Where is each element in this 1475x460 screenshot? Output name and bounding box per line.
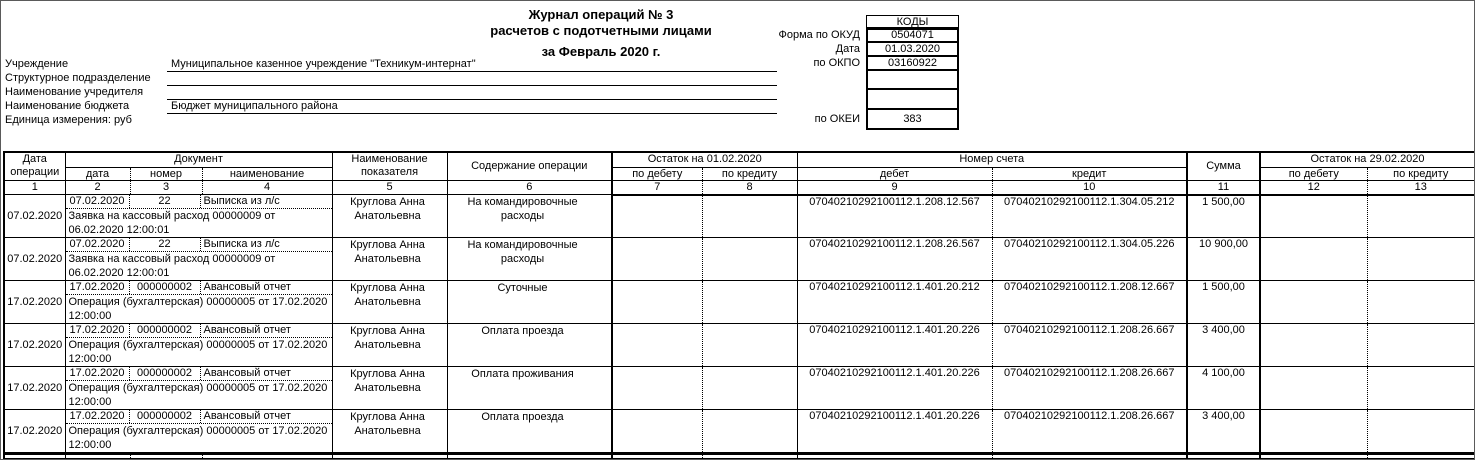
requisite-value: Бюджет муниципального района [167,100,777,114]
col-number: 12 [1260,180,1367,195]
op-date-cell: 17.02.2020 [4,410,65,454]
col-number: 6 [447,180,612,195]
requisite-label: Учреждение [5,58,69,70]
col-number: 1 [4,180,65,195]
debit-account-cell: 07040210292100112.1.401.20.212 [797,281,992,324]
document-cell [65,410,332,454]
document-number: 22 [130,238,201,251]
document-title [1,7,1201,39]
document-detail: Операция (бухгалтерская) 00000005 от 17.02.2020 12:00:00 [68,382,328,408]
document-date: 17.02.2020 [66,367,130,380]
operation-cell [447,238,612,281]
header-doc-date: дата [65,167,130,180]
document-date: 07.02.2020 [66,195,130,208]
balance-start-debit-cell [612,195,702,238]
header-start-by-credit: по кредиту [702,167,797,180]
cutoff-row [4,454,1475,459]
code-label: по ОКПО [813,57,860,69]
header-debit: дебет [797,167,992,180]
journal-row [4,238,1475,281]
credit-account-cell: 07040210292100112.1.208.26.667 [992,410,1187,454]
balance-start-credit-cell [702,195,797,238]
document-detail: Операция (бухгалтерская) 00000005 от 17.02.2020 12:00:00 [68,339,328,365]
operation-text: Оплата проезда [481,325,564,337]
col-number: 13 [1367,180,1475,195]
requisite-label: Единица измерения: руб [5,114,132,126]
header-end-by-debit: по дебету [1260,167,1367,180]
balance-end-credit-cell [1367,238,1475,281]
header-end-by-credit: по кредиту [1367,167,1475,180]
codes-rows [771,28,959,129]
header-doc-name: наименование [202,167,332,180]
col-number: 3 [130,180,202,195]
col-number: 2 [65,180,130,195]
code-value [866,70,959,89]
indicator-cell [332,195,447,238]
document-number: 22 [130,195,201,208]
operation-text: На командировочные расходы [467,196,578,222]
balance-end-credit-cell [1367,281,1475,324]
document-date: 17.02.2020 [66,281,130,294]
column-numbers-row [4,180,1475,195]
col-number: 5 [332,180,447,195]
operation-cell [447,367,612,410]
credit-account-cell: 07040210292100112.1.208.26.667 [992,324,1187,367]
requisite-label: Наименование учредителя [5,86,144,98]
document-summary [66,367,332,381]
operation-text: Суточные [497,282,548,294]
header-indicator: Наименование показателя [332,152,447,180]
document-name: Выписка из л/с [203,195,280,207]
sum-cell: 10 900,00 [1187,238,1260,281]
credit-account-cell: 07040210292100112.1.304.05.226 [992,238,1187,281]
code-row [771,70,959,89]
balance-start-credit-cell [702,367,797,410]
balance-end-credit-cell [1367,324,1475,367]
code-value: 01.03.2020 [866,42,959,56]
document-summary [66,410,332,424]
balance-start-debit-cell [612,367,702,410]
balance-start-credit-cell [702,324,797,367]
requisite-value [167,86,777,100]
code-value [866,89,959,109]
operation-cell [447,195,612,238]
col-number: 8 [702,180,797,195]
requisite-value [167,114,777,128]
document-date: 07.02.2020 [66,238,130,251]
document-cell [65,281,332,324]
code-label: Дата [835,43,860,55]
code-value: 0504071 [866,28,959,42]
codes-box-title: КОДЫ [866,15,959,28]
balance-end-debit-cell [1260,324,1367,367]
code-label: по ОКЕИ [814,113,860,125]
header-account-group: Номер счета [797,152,1187,167]
header-sum: Сумма [1187,152,1260,180]
balance-start-debit-cell [612,281,702,324]
code-label: Форма по ОКУД [778,29,860,41]
document-number: 000000002 [130,367,201,380]
code-row [771,56,959,70]
document-summary [66,238,332,252]
balance-end-debit-cell [1260,238,1367,281]
debit-account-cell: 07040210292100112.1.208.12.567 [797,195,992,238]
op-date-cell: 17.02.2020 [4,367,65,410]
debit-account-cell: 07040210292100112.1.401.20.226 [797,367,992,410]
col-number: 4 [202,180,332,195]
balance-start-credit-cell [702,410,797,454]
document-date: 17.02.2020 [66,324,130,337]
indicator-text: Круглова Анна Анатольевна [350,368,425,394]
document-number: 000000002 [130,324,201,337]
balance-start-debit-cell [612,410,702,454]
document-summary [66,324,332,338]
op-date-cell: 07.02.2020 [4,238,65,281]
operation-text: Оплата проезда [481,411,564,423]
group-header-row [4,152,1475,167]
document-cell [65,367,332,410]
balance-end-credit-cell [1367,410,1475,454]
balance-end-debit-cell [1260,410,1367,454]
requisite-label: Наименование бюджета [5,100,130,112]
balance-end-debit-cell [1260,367,1367,410]
period-line: за Февраль 2020 г. [541,44,661,59]
operation-cell [447,281,612,324]
code-row [771,109,959,129]
document-name: Выписка из л/с [203,238,280,250]
requisites-fields [3,58,777,128]
document-name: Авансовый отчет [203,281,291,293]
code-value: 03160922 [866,56,959,70]
journal-row [4,410,1475,454]
indicator-text: Круглова Анна Анатольевна [350,282,425,308]
code-row [771,42,959,56]
document-date: 17.02.2020 [66,410,130,423]
balance-start-credit-cell [702,238,797,281]
indicator-cell [332,324,447,367]
document-name: Авансовый отчет [203,324,291,336]
requisite-row [3,58,777,72]
balance-start-debit-cell [612,324,702,367]
balance-end-debit-cell [1260,195,1367,238]
document-header [1,1,1474,151]
document-name: Авансовый отчет [203,410,291,422]
header-document-group: Документ [65,152,332,167]
indicator-text: Круглова Анна Анатольевна [350,411,425,437]
col-number: 10 [992,180,1187,195]
requisite-label: Структурное подразделение [5,72,151,84]
indicator-cell [332,367,447,410]
document-summary [66,195,332,209]
operation-text: На командировочные расходы [467,239,578,265]
requisite-row [3,86,777,100]
document-detail: Заявка на кассовый расход 00000009 от 06.02.2020 12:00:01 [68,210,276,236]
indicator-text: Круглова Анна Анатольевна [350,196,425,222]
header-balance-end: Остаток на 29.02.2020 [1260,152,1475,167]
document-cell [65,324,332,367]
document-summary [66,281,332,295]
journal-row [4,367,1475,410]
balance-end-debit-cell [1260,281,1367,324]
journal-table [3,151,1475,460]
document-name: Авансовый отчет [203,367,291,379]
title-line-2: расчетов с подотчетными лицами [490,23,712,38]
document-number: 000000002 [130,281,201,294]
title-line-1: Журнал операций № 3 [528,7,674,22]
operation-cell [447,324,612,367]
op-date-cell: 07.02.2020 [4,195,65,238]
operation-cell [447,410,612,454]
requisite-row [3,100,777,114]
credit-account-cell: 07040210292100112.1.208.12.667 [992,281,1187,324]
sum-cell: 1 500,00 [1187,281,1260,324]
journal-row [4,324,1475,367]
journal-row [4,281,1475,324]
indicator-cell [332,281,447,324]
header-credit: кредит [992,167,1187,180]
header-operation: Содержание операции [447,152,612,180]
op-date-cell: 17.02.2020 [4,281,65,324]
header-op-date: Дата операции [4,152,65,180]
sum-cell: 4 100,00 [1187,367,1260,410]
document-number: 000000002 [130,410,201,423]
debit-account-cell: 07040210292100112.1.208.26.567 [797,238,992,281]
requisite-row [3,72,777,86]
journal-table-body [4,195,1475,454]
requisite-value: Муниципальное казенное учреждение "Техникум-интернат" [167,58,777,72]
sum-cell: 1 500,00 [1187,195,1260,238]
sum-cell: 3 400,00 [1187,324,1260,367]
requisite-value [167,72,777,86]
requisite-row [3,114,777,128]
document-cell [65,195,332,238]
document-detail: Заявка на кассовый расход 00000009 от 06.02.2020 12:00:01 [68,253,276,279]
header-balance-start: Остаток на 01.02.2020 [612,152,797,167]
balance-end-credit-cell [1367,367,1475,410]
indicator-cell [332,410,447,454]
op-date-cell: 17.02.2020 [4,324,65,367]
credit-account-cell: 07040210292100112.1.208.26.667 [992,367,1187,410]
credit-account-cell: 07040210292100112.1.304.05.212 [992,195,1187,238]
document-cell [65,238,332,281]
code-row [771,28,959,42]
journal-row [4,195,1475,238]
code-row [771,89,959,109]
balance-end-credit-cell [1367,195,1475,238]
operation-text: Оплата проживания [471,368,574,380]
header-start-by-debit: по дебету [612,167,702,180]
indicator-text: Круглова Анна Анатольевна [350,325,425,351]
codes-block [771,15,971,149]
indicator-cell [332,238,447,281]
col-number: 9 [797,180,992,195]
col-number: 11 [1187,180,1260,195]
journal-table-head [4,152,1475,195]
debit-account-cell: 07040210292100112.1.401.20.226 [797,410,992,454]
code-value: 383 [866,109,959,129]
debit-account-cell: 07040210292100112.1.401.20.226 [797,324,992,367]
sum-cell: 3 400,00 [1187,410,1260,454]
header-doc-num: номер [130,167,202,180]
balance-start-credit-cell [702,281,797,324]
document-detail: Операция (бухгалтерская) 00000005 от 17.02.2020 12:00:00 [68,296,328,322]
indicator-text: Круглова Анна Анатольевна [350,239,425,265]
balance-start-debit-cell [612,238,702,281]
col-number: 7 [612,180,702,195]
journal-table-cutoff [4,454,1475,459]
document-detail: Операция (бухгалтерская) 00000005 от 17.02.2020 12:00:00 [68,425,328,451]
